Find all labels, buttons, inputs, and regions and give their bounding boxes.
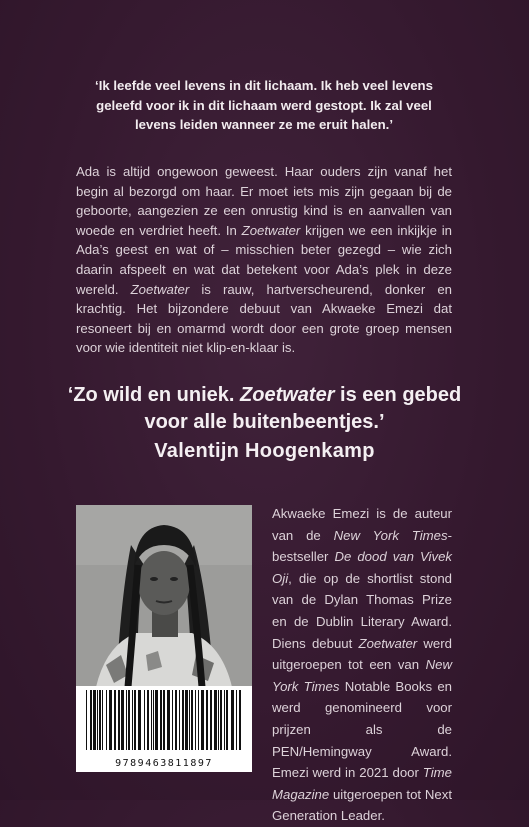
bio-text-5: Notable Books en werd genomineerd voor prijzen als de PEN/Hemingway Award. Emezi werd in 2021 door — [272, 678, 452, 781]
pull-quote-text-2: is een gebed voor alle buitenbeentjes.’ — [144, 384, 462, 433]
pull-quote — [60, 382, 469, 436]
barcode-bar — [231, 690, 234, 750]
author-photo — [76, 505, 252, 687]
quote-author: Valentijn Hoogenkamp — [154, 440, 375, 462]
barcode-bar — [195, 690, 196, 750]
barcode-bar — [179, 690, 180, 750]
barcode-bar — [236, 690, 237, 750]
barcode-bar — [132, 690, 133, 750]
barcode-bar — [198, 690, 199, 750]
barcode-bar — [97, 690, 98, 750]
barcode-bar — [163, 690, 165, 750]
barcode-bar — [109, 690, 112, 750]
bio-text-6: uitgeroepen tot Next Generation Leader. — [272, 786, 452, 824]
bio-text-2: -bestseller — [272, 527, 452, 565]
barcode-bar — [210, 690, 212, 750]
author-portrait-image — [76, 505, 252, 687]
barcode-bar — [182, 690, 184, 750]
barcode-bar — [118, 690, 120, 750]
barcode-bar — [160, 690, 162, 750]
barcode-bar — [206, 690, 208, 750]
barcode-bar — [201, 690, 204, 750]
blurb-title-1: Zoetwater — [241, 222, 301, 238]
pull-quote-title: Zoetwater — [240, 384, 335, 406]
barcode-bar — [106, 690, 107, 750]
barcode-bar — [155, 690, 158, 750]
barcode-bar — [90, 690, 92, 750]
barcode-bar — [102, 690, 103, 750]
author-bio — [272, 503, 452, 827]
barcode-bar — [167, 690, 170, 750]
barcode-bar — [224, 690, 225, 750]
barcode-bar — [218, 690, 219, 750]
pull-quote-text-1: ‘Zo wild en uniek. — [67, 384, 241, 406]
barcode-bar — [147, 690, 149, 750]
barcode-bar — [99, 690, 101, 750]
bio-italic-1: New York Times — [333, 527, 448, 543]
barcode-bar — [153, 690, 154, 750]
bio-italic-2: De dood van Vivek Oji — [272, 549, 452, 586]
blurb-paragraph — [76, 162, 452, 358]
barcode-bar — [134, 690, 136, 750]
barcode-bar — [121, 690, 124, 750]
barcode-bar — [191, 690, 193, 750]
barcode-bars — [76, 686, 252, 758]
barcode-bar — [220, 690, 222, 750]
barcode-bar — [175, 690, 177, 750]
barcode-bar — [138, 690, 141, 750]
blurb-title-2: Zoetwater — [130, 281, 190, 297]
barcode-bar — [239, 690, 241, 750]
barcode-bar — [189, 690, 190, 750]
barcode-bar — [151, 690, 152, 750]
bio-paragraph — [272, 503, 452, 827]
bio-text-1: Akwaeke Emezi is de auteur van de — [272, 506, 452, 543]
blurb-text-1: Ada is altijd ongewoon geweest. Haar ouders zijn vanaf het begin al bezorgd om haar. Er moet iets mis zijn gegaan bij de geboorte, aangezien ze een onrustig kind is en aanvallen van woede en verdriet heeft. In — [76, 164, 452, 238]
barcode-bar — [128, 690, 130, 750]
bio-italic-3: Zoetwater — [358, 635, 418, 651]
barcode-bar — [114, 690, 116, 750]
barcode-bar — [86, 690, 87, 750]
isbn-barcode — [76, 686, 252, 772]
barcode-bar — [214, 690, 217, 750]
bio-text-3: , die op de shortlist stond van de Dylan Thomas Prize en de Dublin Literary Award. Diens debuut — [272, 570, 452, 651]
barcode-bar — [126, 690, 127, 750]
isbn-number: 9789463811897 — [115, 758, 213, 769]
opening-quote: ‘Ik leefde veel levens in dit lichaam. Ik heb veel levens geleefd voor ik in dit lichaam werd gestopt. Ik zal veel levens leiden wanneer ze me eruit halen.’ — [95, 78, 433, 132]
barcode-bar — [172, 690, 173, 750]
blurb-text-3: is rauw, hartverscheurend, donker en krachtig. Het bijzondere debuut van Akwaeke Emezi dat resoneert bij en omarmd wordt door een grote groep mensen voor wie identiteit niet klip-en-klaar is. — [76, 281, 452, 356]
barcode-bar — [226, 690, 228, 750]
bio-italic-4: New York Times — [272, 657, 452, 694]
blurb-text-2: krijgen we een inkijkje in Ada’s geest en wat of – misschien beter gezegd – wie zich daarin afspeelt en wat dat betekent voor Ada’s plek in deze wereld. — [76, 222, 452, 297]
barcode-bar — [93, 690, 96, 750]
book-blurb — [76, 162, 452, 358]
bio-text-4: werd uitgeroepen tot een van — [272, 635, 452, 673]
barcode-bar — [144, 690, 145, 750]
barcode-bar — [185, 690, 188, 750]
bio-italic-5: Time Magazine — [272, 765, 452, 802]
